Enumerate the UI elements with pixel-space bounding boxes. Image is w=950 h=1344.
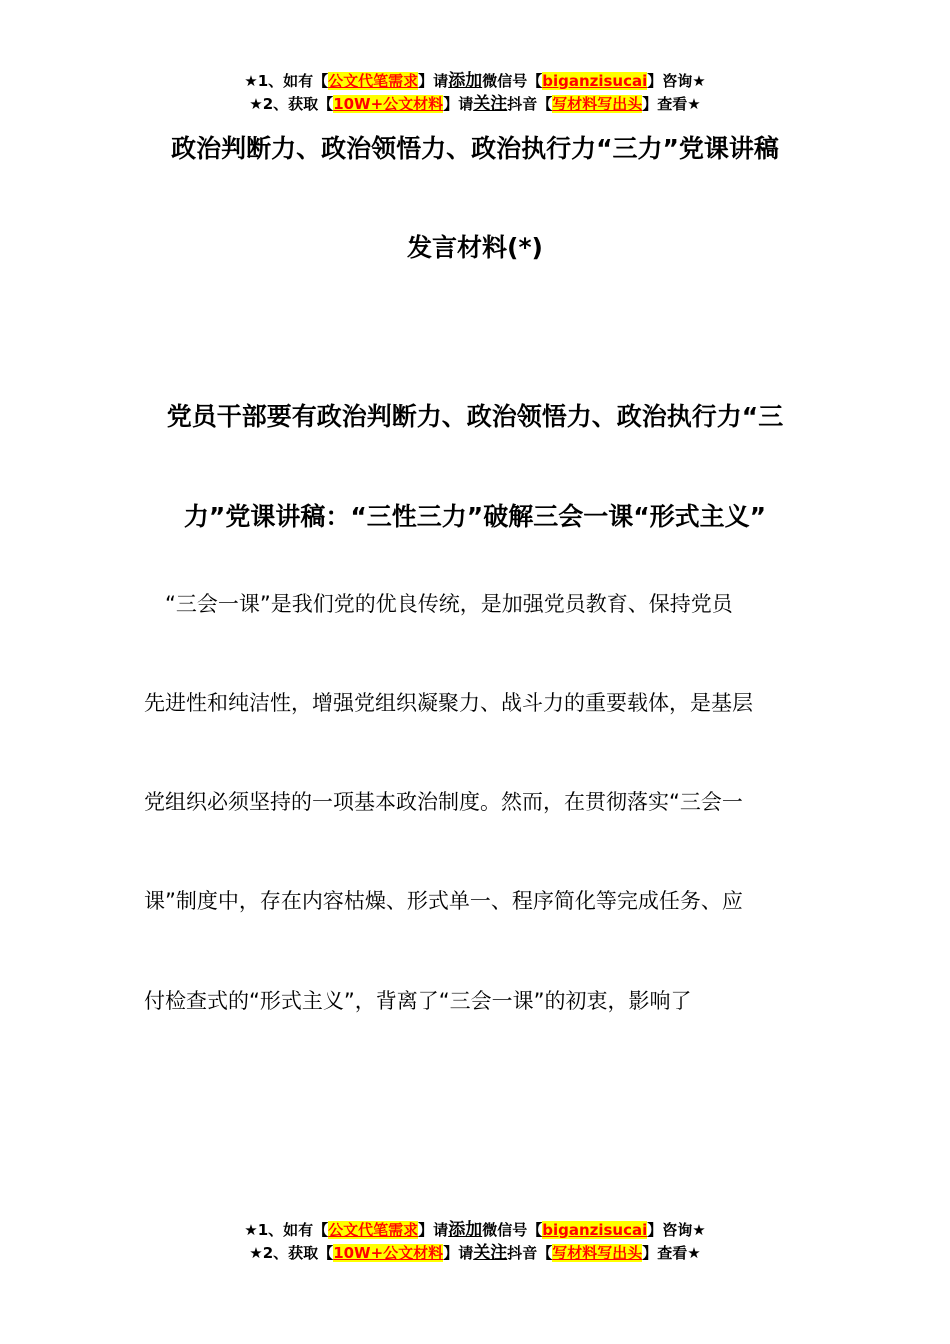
promo-text: 抖音【: [507, 1244, 553, 1262]
promo-text: 】咨询★: [647, 72, 706, 90]
promo-text: 】查看★: [642, 95, 701, 113]
promo-text: 】请: [443, 95, 474, 113]
promo-highlight: 写材料写出头: [552, 95, 643, 113]
document-title-line-2: 发言材料(*): [407, 233, 543, 262]
promo-text: 】查看★: [642, 1244, 701, 1262]
promo-highlight: 公文代笔需求: [328, 1221, 419, 1239]
document-title-line-1: 政治判断力、政治领悟力、政治执行力“三力”党课讲稿: [171, 134, 779, 163]
promo-line-2: [0, 93, 950, 116]
promo-text: 】咨询★: [647, 1221, 706, 1239]
promo-highlight: biganzisucai: [542, 1221, 648, 1239]
section-title-line-2: 力”党课讲稿：“三性三力”破解三会一课“形式主义”: [183, 502, 767, 531]
promo-text: ★2、获取【: [249, 95, 334, 113]
promo-line-1: [0, 70, 950, 93]
promo-text: ★2、获取【: [249, 1244, 334, 1262]
promo-text: ★1、如有【: [244, 72, 329, 90]
footer-promo: [0, 1219, 950, 1265]
body-line: 党组织必须坚持的一项基本政治制度。然而，在贯彻落实“三会一: [144, 790, 743, 814]
promo-text: 】请: [418, 1221, 449, 1239]
promo-text: 】请: [443, 1244, 474, 1262]
promo-underlined: 关注: [473, 94, 508, 114]
promo-line-1: [0, 1219, 950, 1242]
header-promo: [0, 70, 950, 116]
promo-text: ★1、如有【: [244, 1221, 329, 1239]
promo-line-2: [0, 1242, 950, 1265]
promo-highlight: biganzisucai: [542, 72, 648, 90]
body-line: 先进性和纯洁性，增强党组织凝聚力、战斗力的重要载体，是基层: [144, 691, 753, 715]
body-line: 课”制度中，存在内容枯燥、形式单一、程序简化等完成任务、应: [144, 889, 743, 913]
promo-underlined: 关注: [473, 1243, 508, 1263]
promo-highlight: 10W+公文材料: [333, 1244, 444, 1262]
promo-underlined: 添加: [448, 1220, 483, 1240]
promo-highlight: 10W+公文材料: [333, 95, 444, 113]
promo-text: 抖音【: [507, 95, 553, 113]
promo-highlight: 公文代笔需求: [328, 72, 419, 90]
promo-text: 】请: [418, 72, 449, 90]
body-line: 付检查式的“形式主义”，背离了“三会一课”的初衷，影响了: [144, 989, 692, 1013]
section-title-line-1: 党员干部要有政治判断力、政治领悟力、政治执行力“三: [166, 402, 784, 431]
promo-text: 微信号【: [482, 1221, 543, 1239]
body-line: “三会一课”是我们党的优良传统，是加强党员教育、保持党员: [144, 592, 733, 616]
promo-text: 微信号【: [482, 72, 543, 90]
promo-underlined: 添加: [448, 71, 483, 91]
promo-highlight: 写材料写出头: [552, 1244, 643, 1262]
